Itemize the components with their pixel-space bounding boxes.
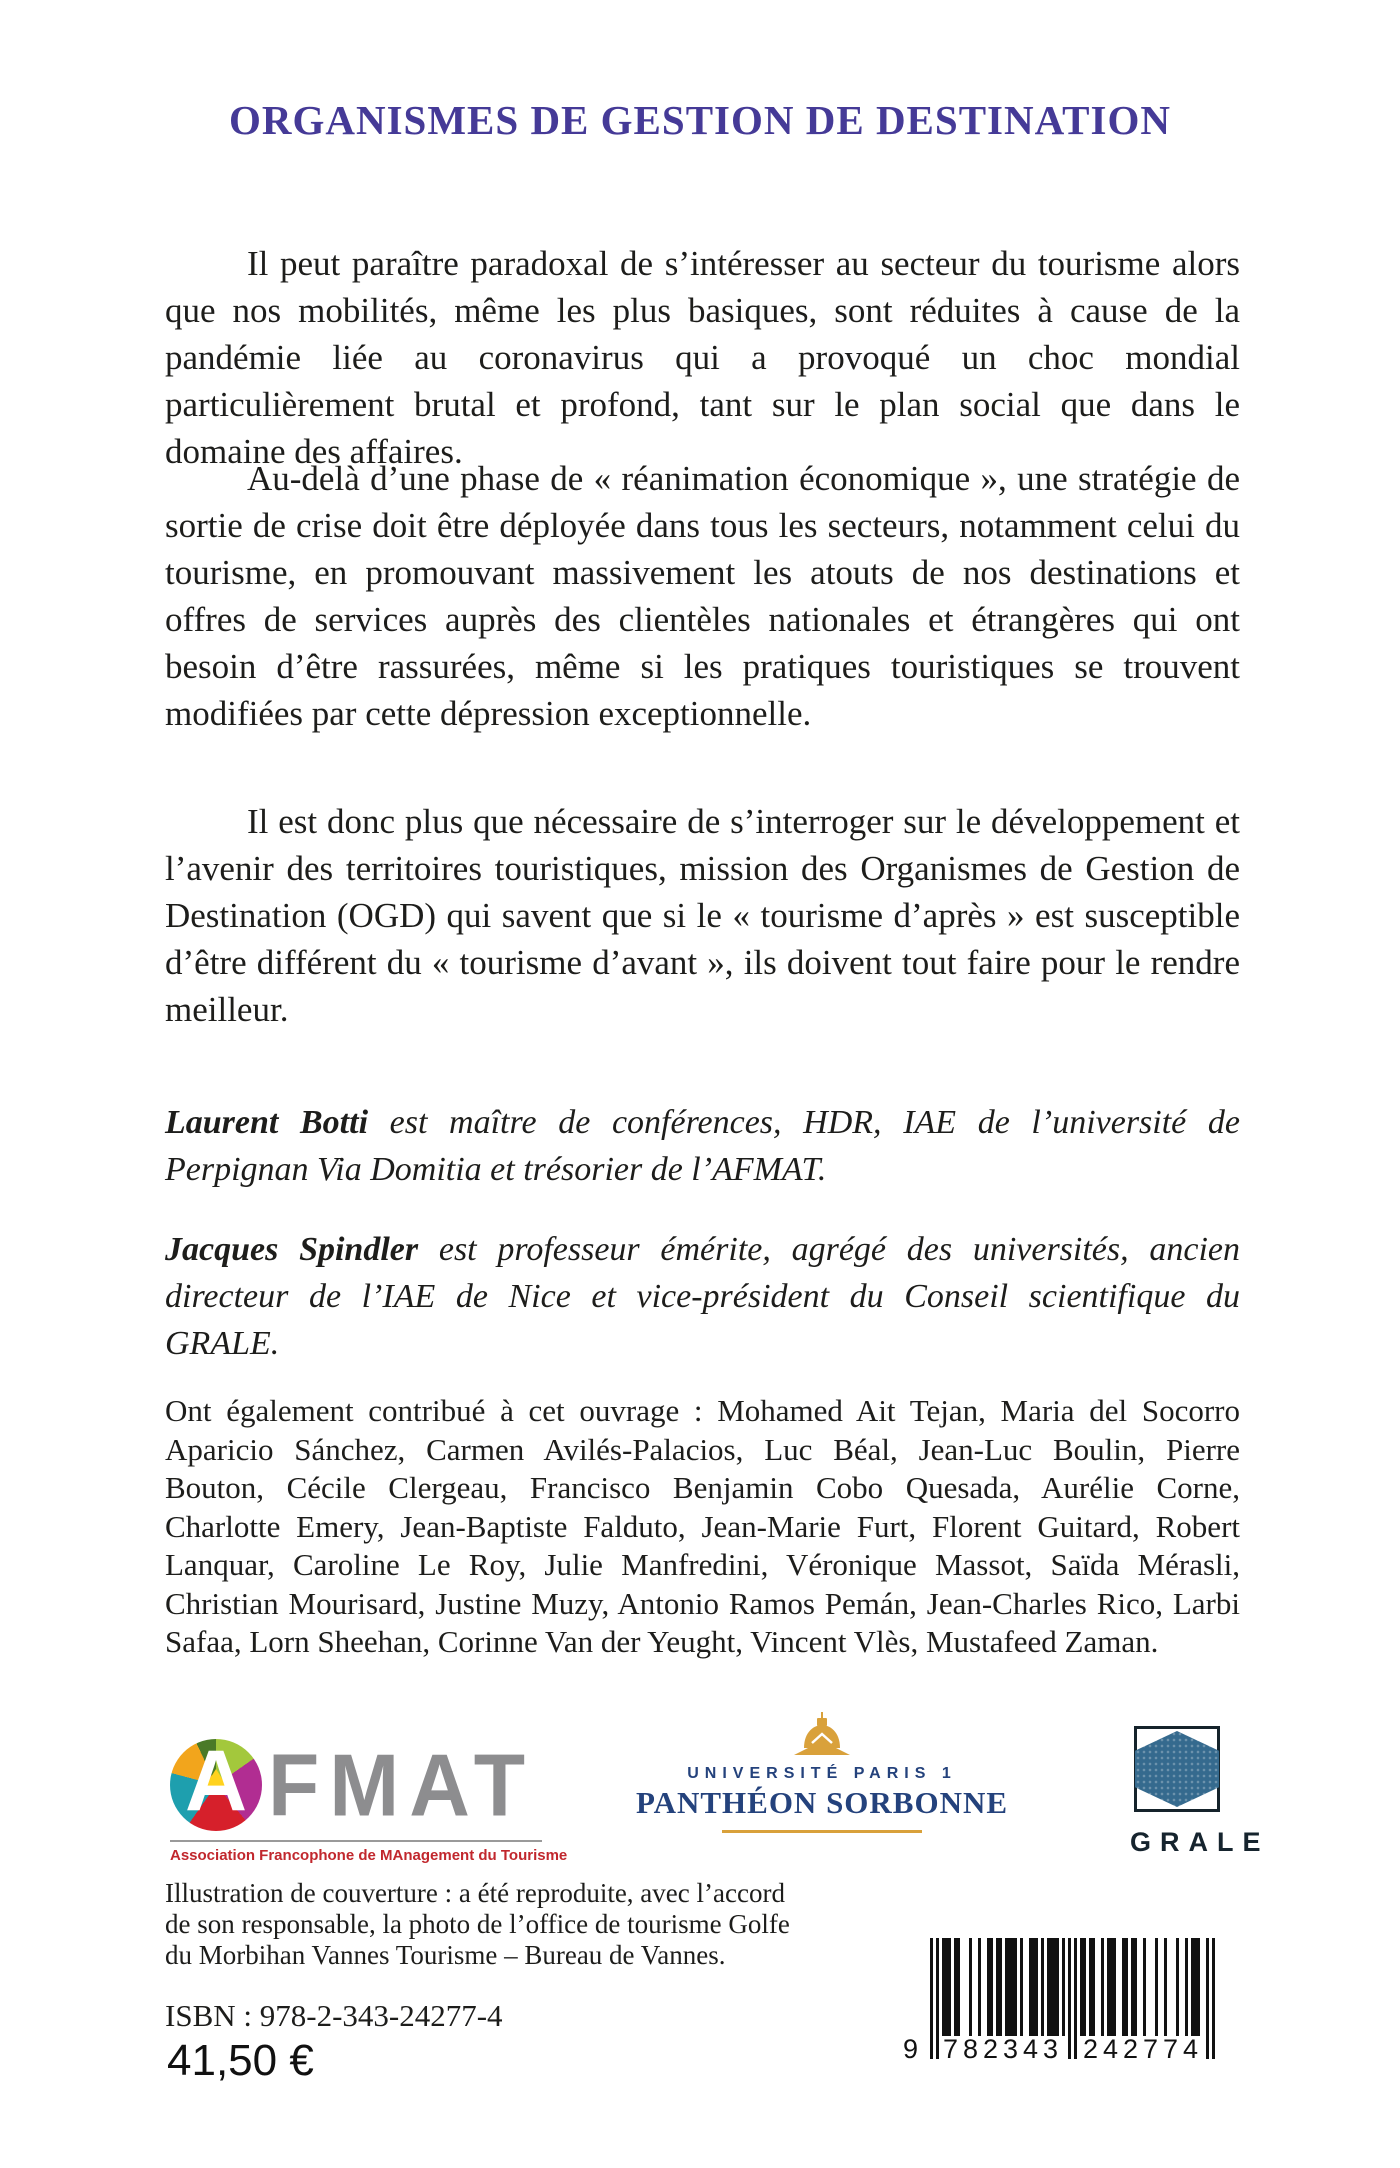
- grale-square-frame: [1134, 1726, 1220, 1812]
- author-name: Jacques Spindler: [165, 1231, 419, 1268]
- price: 41,50 €: [167, 2036, 314, 2085]
- pantheon-dome-icon: [789, 1712, 855, 1762]
- contributors-paragraph: Ont également contribué à cet ouvrage : Mohamed Ait Tejan, Maria del Socorro Aparicio Sánchez, Carmen Avilés-Palacios, Luc Béal, Jean-Luc Boulin, Pierre Bouton, Cécile Clergeau, Francisco Benjamin Cobo Quesada, Aurélie Corne, Charlotte Emery, Jean-Baptiste Falduto, Jean-Marie Furt, Florent Guitard, Robert Lanquar, Caroline Le Roy, Julie Manfredini, Véronique Massot, Saïda Mérasli, Christian Mourisard, Justine Muzy, Antonio Ramos Pemán, Jean-Charles Rico, Larbi Safaa, Lorn Sheehan, Corinne Van der Yeught, Vincent Vlès, Mustafeed Zaman.: [165, 1393, 1240, 1659]
- grale-hexagon-icon: [1135, 1731, 1219, 1807]
- author-bio-text: est maître de conférences, HDR, IAE de l’université de Perpignan Via Domitia et trésorier de l’AFMAT.: [165, 1104, 1240, 1188]
- author-bio-text: est professeur émérite, agrégé des universités, ancien directeur de l’IAE de Nice et vice-président du Conseil scientifique du GRALE.: [165, 1231, 1240, 1362]
- afmat-logo: [170, 1732, 568, 1864]
- afmat-divider: [170, 1840, 542, 1842]
- paragraph-strategy: Au-delà d’une phase de « réanimation économique », une stratégie de sortie de crise doit être déployée dans tous les secteurs, notamment celui du tourisme, en promouvant massivement les atouts de nos destinations et offres de services auprès des clientèles nationales et étrangères qui ont besoin d’être rassurées, même si les pratiques touristiques se trouvent modifiées par cette dépression exceptionnelle.: [165, 459, 1240, 733]
- afmat-letters-fmat: FMAT: [268, 1735, 536, 1834]
- ean13-barcode: [903, 1938, 1215, 2083]
- afmat-tagline: Association Francophone de MAnagement du Tourisme: [170, 1847, 568, 1864]
- cover-illustration-credit: Illustration de couverture : a été reproduite, avec l’accord de son responsable, la photo de l’office de tourisme Golfe du Morbihan Vannes Tourisme – Bureau de Vannes.: [165, 1878, 790, 1970]
- sorbonne-university-line: UNIVERSITÉ PARIS 1: [687, 1765, 957, 1782]
- afmat-letter-a: A: [184, 1732, 248, 1829]
- author-bio-jacques-spindler: [165, 1226, 1240, 1367]
- sorbonne-pantheon-line: PANTHÉON SORBONNE: [635, 1785, 1009, 1820]
- barcode-right-digits: 242774: [1082, 2034, 1204, 2064]
- barcode-left-digits: 782343: [942, 2034, 1064, 2064]
- grale-logo: [1130, 1726, 1270, 1858]
- grale-label: GRALE: [1130, 1827, 1270, 1857]
- author-name: Laurent Botti: [165, 1104, 369, 1141]
- author-bio-laurent-botti: [165, 1099, 1240, 1193]
- sorbonne-gold-underline: [722, 1830, 922, 1833]
- paragraph-ogd: Il est donc plus que nécessaire de s’interroger sur le développement et l’avenir des territoires touristiques, mission des Organismes de Gestion de Destination (OGD) qui savent que si le « tourisme d’après » est susceptible d’être différent du « tourisme d’avant », ils doivent tout faire pour le rendre meilleur.: [165, 802, 1240, 1029]
- sorbonne-logo: [620, 1712, 1024, 1833]
- paragraph-intro: Il peut paraître paradoxal de s’intéresser au secteur du tourisme alors que nos mobilités, même les plus basiques, sont réduites à cause de la pandémie liée au coronavirus qui a provoqué un choc mondial particulièrement brutal et profond, tant sur le plan social que dans le domaine des affaires.: [165, 244, 1240, 471]
- afmat-wordmark: [170, 1732, 542, 1834]
- afmat-pinwheel-icon: [170, 1732, 262, 1831]
- isbn-number: ISBN : 978-2-343-24277-4: [165, 1998, 503, 2033]
- page-title: ORGANISMES DE GESTION DE DESTINATION: [228, 97, 1171, 143]
- barcode-first-digit: 9: [903, 2034, 919, 2064]
